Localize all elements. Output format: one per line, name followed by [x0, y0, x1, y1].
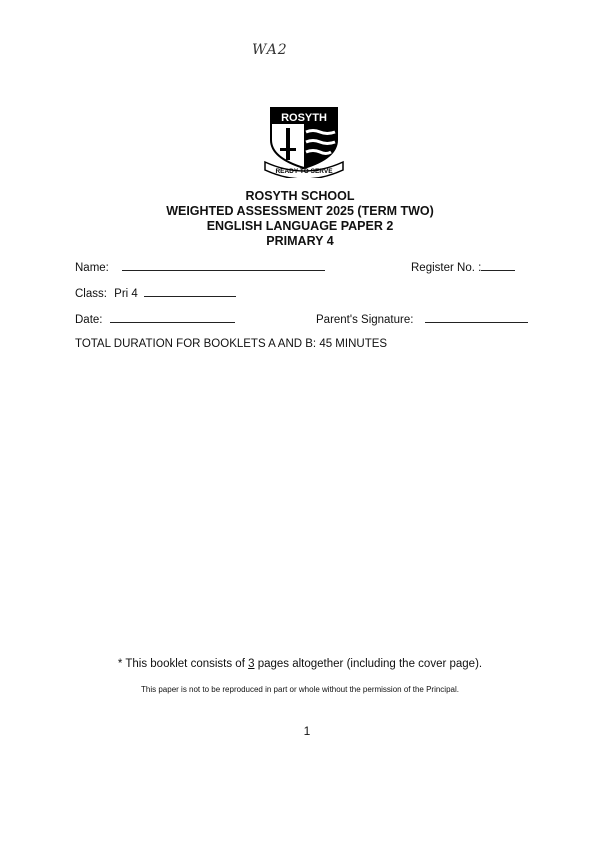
- page-count: 3: [248, 658, 255, 670]
- crest-motto: READY TO SERVE: [275, 168, 333, 175]
- name-label: Name:: [75, 262, 109, 274]
- crest-banner-text: ROSYTH: [281, 112, 327, 124]
- school-name: ROSYTH SCHOOL: [245, 189, 355, 203]
- assessment-title: WEIGHTED ASSESSMENT 2025 (TERM TWO): [166, 204, 434, 218]
- signature-blank[interactable]: [425, 322, 528, 323]
- register-blank[interactable]: [481, 270, 515, 271]
- document-heading: [0, 189, 600, 249]
- level-title: PRIMARY 4: [266, 234, 334, 248]
- copyright-notice: This paper is not to be reproduced in part or whole without the permission of the Principal.: [141, 685, 459, 694]
- handwritten-mark: WA2: [252, 42, 288, 58]
- date-label: Date:: [75, 314, 103, 326]
- duration-note: TOTAL DURATION FOR BOOKLETS A AND B: 45 MINUTES: [75, 338, 388, 350]
- name-blank[interactable]: [122, 270, 325, 271]
- date-blank[interactable]: [110, 322, 235, 323]
- school-crest-logo: [263, 106, 345, 178]
- footnote-suffix: pages altogether (including the cover page).: [254, 658, 483, 670]
- class-field: [75, 288, 236, 300]
- name-field: [75, 262, 325, 274]
- class-value: Pri 4: [114, 288, 138, 300]
- page-count-note: [0, 658, 600, 670]
- class-label: Class:: [75, 288, 107, 300]
- signature-field: [316, 314, 528, 326]
- page-number: 1: [303, 724, 311, 738]
- footnote-prefix: * This booklet consists of: [117, 658, 249, 670]
- register-label: Register No. :: [411, 262, 482, 274]
- signature-label: Parent's Signature:: [316, 314, 414, 326]
- class-blank[interactable]: [144, 296, 236, 297]
- register-field: [411, 262, 515, 274]
- date-field: [75, 314, 235, 326]
- paper-title: ENGLISH LANGUAGE PAPER 2: [206, 219, 394, 233]
